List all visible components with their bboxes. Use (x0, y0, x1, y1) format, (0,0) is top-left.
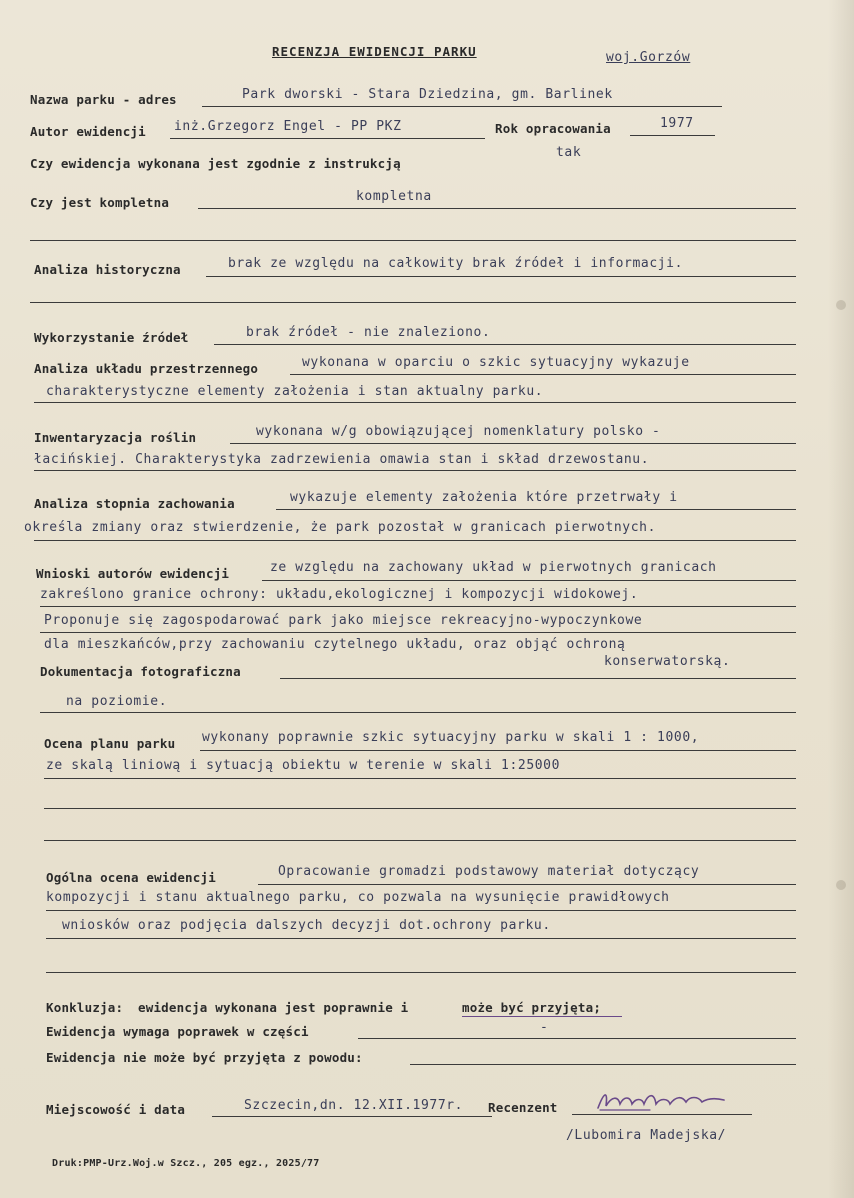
field-line (46, 938, 796, 939)
field-line (40, 712, 796, 713)
zachow-value-2: określa zmiany oraz stwierdzenie, że park pozostał w granicach pierwotnych. (24, 520, 656, 535)
region-label: woj.Gorzów (606, 50, 691, 65)
pen-underline (462, 1016, 622, 1017)
uklad-label: Analiza układu przestrzennego (34, 361, 259, 376)
field-line (630, 135, 715, 136)
ogolna-value-3: wniosków oraz podjęcia dalszych decyzji dot.ochrony parku. (62, 918, 551, 933)
plan-label: Ocena planu parku (44, 736, 176, 751)
wnioski-value-3: Proponuje się zagospodarować park jako miejsce rekreacyjno-wypoczynkowe (44, 613, 643, 628)
punch-hole (836, 300, 846, 310)
field-line (40, 606, 796, 607)
field-line (44, 808, 796, 809)
ogolna-value-1: Opracowanie gromadzi podstawowy materiał dotyczący (278, 864, 700, 879)
kompletna-label: Czy jest kompletna (30, 195, 170, 210)
nazwa-value: Park dworski - Stara Dziedzina, gm. Barlinek (242, 87, 613, 102)
field-line (34, 540, 796, 541)
wnioski-value-2: zakreślono granice ochrony: układu,ekologicznej i kompozycji widokowej. (40, 587, 639, 602)
field-line (212, 1116, 492, 1117)
inwent-value-1: wykonana w/g obowiązującej nomenklatury polsko - (256, 424, 661, 439)
field-line (34, 402, 796, 403)
field-line (202, 106, 722, 107)
konkluzja-highlight: może być przyjęta; (462, 1000, 602, 1015)
field-line (44, 778, 796, 779)
field-line (200, 750, 796, 751)
handwritten-signature (590, 1086, 740, 1118)
field-line (230, 443, 796, 444)
field-line (34, 470, 796, 471)
foto-label: Dokumentacja fotograficzna (40, 664, 241, 679)
autor-value: inż.Grzegorz Engel - PP PKZ (174, 119, 402, 134)
ogolna-value-2: kompozycji i stanu aktualnego parku, co pozwala na wysunięcie prawidłowych (46, 890, 670, 905)
field-line (410, 1064, 796, 1065)
field-line (276, 509, 796, 510)
print-info: Druk:PMP-Urz.Woj.w Szcz., 205 egz., 2025/77 (52, 1158, 320, 1169)
field-line (198, 208, 796, 209)
field-line (262, 580, 796, 581)
poprawki-value: - (540, 1020, 549, 1035)
field-line (214, 344, 796, 345)
punch-hole (836, 880, 846, 890)
wnioski-value-1: ze względu na zachowany układ w pierwotnych granicach (270, 560, 717, 575)
field-line (46, 972, 796, 973)
field-line (358, 1038, 796, 1039)
wnioski-label: Wnioski autorów ewidencji (36, 566, 230, 581)
signature-name: /Lubomira Madejska/ (566, 1128, 727, 1143)
field-line (280, 678, 796, 679)
paper-edge-shadow (828, 0, 854, 1198)
field-line (170, 138, 485, 139)
konkluzja-text: ewidencja wykonana jest poprawnie i (138, 1000, 409, 1015)
instrukcja-value: tak (556, 145, 582, 160)
analiza-hist-label: Analiza historyczna (34, 262, 181, 277)
field-line (258, 884, 796, 885)
wnioski-value-4: dla mieszkańców,przy zachowaniu czytelnego układu, oraz objąć ochroną (44, 637, 626, 652)
plan-value-2: ze skalą liniową i sytuacją obiektu w terenie w skali 1:25000 (46, 758, 561, 773)
document-title: RECENZJA EWIDENCJI PARKU (272, 44, 477, 59)
poprawki-label: Ewidencja wymaga poprawek w części (46, 1024, 309, 1039)
instrukcja-label: Czy ewidencja wykonana jest zgodnie z instrukcją (30, 156, 401, 171)
zrodla-value: brak źródeł - nie znaleziono. (246, 325, 491, 340)
kompletna-value: kompletna (356, 189, 432, 204)
uklad-value-2: charakterystyczne elementy założenia i stan aktualny parku. (46, 384, 544, 399)
miejsce-label: Miejscowość i data (46, 1102, 186, 1117)
zachow-label: Analiza stopnia zachowania (34, 496, 235, 511)
wnioski-value-5: konserwatorską. (604, 654, 731, 669)
zrodla-label: Wykorzystanie źródeł (34, 330, 189, 345)
rok-value: 1977 (660, 116, 694, 131)
plan-value-1: wykonany poprawnie szkic sytuacyjny parku w skali 1 : 1000, (202, 730, 700, 745)
rok-label: Rok opracowania (495, 121, 611, 136)
konkluzja-label: Konkluzja: (46, 1000, 124, 1015)
foto-value: na poziomie. (66, 694, 168, 709)
field-line (46, 910, 796, 911)
ogolna-label: Ogólna ocena ewidencji (46, 870, 216, 885)
recenzent-label: Recenzent (488, 1100, 558, 1115)
nieprzyjeta-label: Ewidencja nie może być przyjęta z powodu: (46, 1050, 363, 1065)
zachow-value-1: wykazuje elementy założenia które przetrwały i (290, 490, 678, 505)
field-line (206, 276, 796, 277)
autor-label: Autor ewidencji (30, 124, 146, 139)
miejsce-value: Szczecin,dn. 12.XII.1977r. (244, 1098, 464, 1113)
analiza-hist-value: brak ze względu na całkowity brak źródeł i informacji. (228, 256, 684, 271)
field-line (30, 302, 796, 303)
inwent-label: Inwentaryzacja roślin (34, 430, 197, 445)
inwent-value-2: łacińskiej. Charakterystyka zadrzewienia omawia stan i skład drzewostanu. (34, 452, 650, 467)
field-line (290, 374, 796, 375)
uklad-value-1: wykonana w oparciu o szkic sytuacyjny wykazuje (302, 355, 690, 370)
field-line (40, 632, 796, 633)
nazwa-label: Nazwa parku - adres (30, 92, 177, 107)
field-line (30, 240, 796, 241)
field-line (44, 840, 796, 841)
